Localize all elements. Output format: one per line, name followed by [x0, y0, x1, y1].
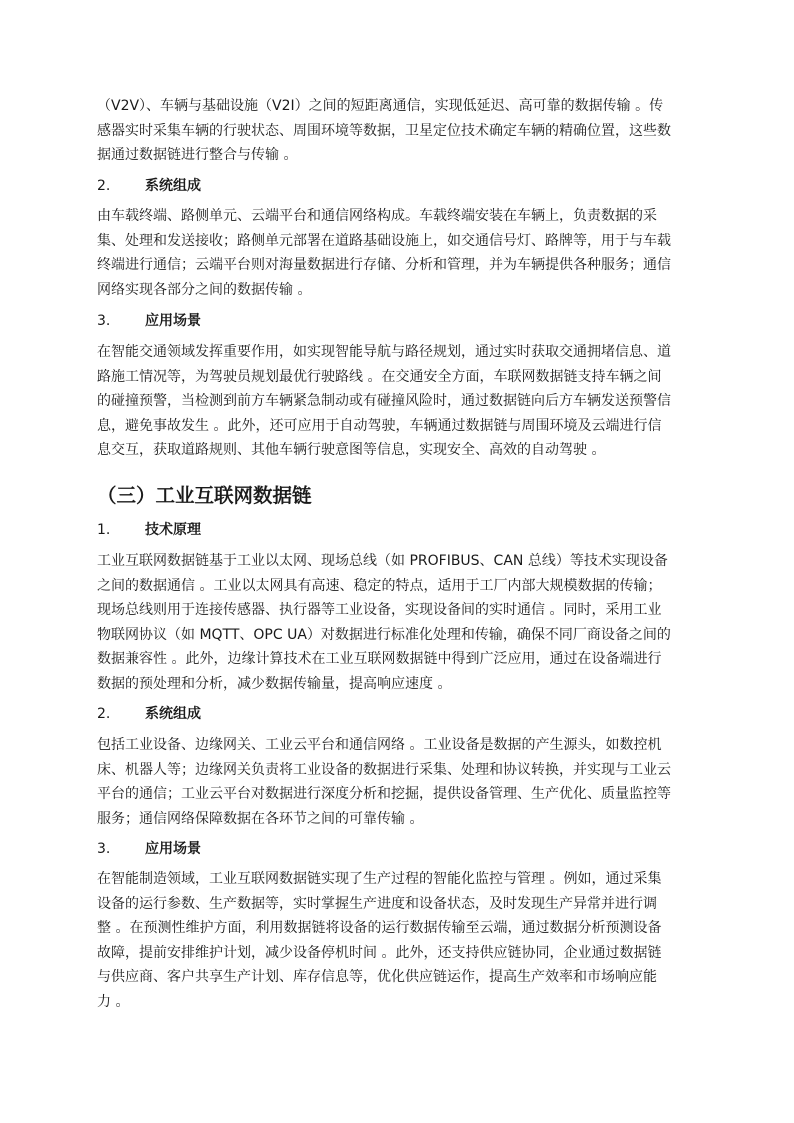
text-line: 平台的通信；工业云平台对数据进行深度分析和挖掘，提供设备管理、生产优化、质量监控等 — [97, 786, 671, 802]
text-line: 力 。 — [97, 993, 130, 1010]
iiot-principle-paragraph — [97, 549, 701, 696]
iiot-system-title: 系统组成 — [145, 706, 201, 722]
iiot-principle-number: 1. — [97, 522, 111, 538]
intro-paragraph — [97, 94, 701, 168]
text-line: 息交互，获取道路规则、其他车辆行驶意图等信息，实现安全、高效的自动驾驶 。 — [97, 442, 606, 458]
text-line: （V2V）、车辆与基础设施（V2I）之间的短距离通信，实现低延迟、高可靠的数据传输 。传 — [97, 98, 664, 114]
v2x-system-heading — [97, 176, 201, 196]
text-line: 设备的运行参数、生产数据等，实时掌握生产进度和设备状态，及时发现生产异常并进行调 — [97, 895, 657, 912]
text-line: 在智能交通领域发挥重要作用，如实现智能导航与路径规划，通过实时获取交通拥堵信息、道 — [97, 344, 671, 360]
v2x-application-number: 3. — [97, 313, 111, 329]
text-line: 与供应商、客户共享生产计划、库存信息等，优化供应链运作，提高生产效率和市场响应能 — [97, 969, 657, 985]
text-line: 路施工情况等，为驾驶员规划最优行驶路线 。在交通安全方面，车联网数据链支持车辆之间 — [97, 368, 662, 385]
text-line: 据通过数据链进行整合与传输 。 — [97, 147, 298, 163]
text-line: 网络实现各部分之间的数据传输 。 — [97, 281, 312, 298]
text-line: 工业互联网数据链基于工业以太网、现场总线（如 PROFIBUS、CAN 总线）等技术实现设备 — [97, 553, 668, 569]
text-line: 数据兼容性 。此外，边缘计算技术在工业互联网数据链中得到广泛应用，通过在设备端进行 — [97, 651, 662, 667]
text-line: 整 。在预测性维护方面，利用数据链将设备的运行数据传输至云端，通过数据分析预测设备 — [97, 920, 662, 936]
text-line: 息，避免事故发生 。此外，还可应用于自动驾驶，车辆通过数据链与周围环境及云端进行信 — [97, 417, 662, 434]
text-line: 包括工业设备、边缘网关、工业云平台和通信网络 。工业设备是数据的产生源头，如数控机 — [97, 737, 662, 753]
v2x-system-title: 系统组成 — [145, 178, 201, 194]
iiot-system-paragraph — [97, 733, 701, 831]
text-line: 终端进行通信；云端平台则对海量数据进行存储、分析和管理，并为车辆提供各种服务；通信 — [97, 257, 671, 273]
iiot-system-number: 2. — [97, 706, 111, 722]
iiot-application-title: 应用场景 — [145, 841, 201, 857]
iiot-application-paragraph — [97, 867, 701, 1014]
v2x-application-paragraph — [97, 340, 701, 463]
text-line: 物联网协议（如 MQTT、OPC UA）对数据进行标准化处理和传输，确保不同厂商设备之间的 — [97, 626, 671, 643]
text-line: 的碰撞预警，当检测到前方车辆紧急制动或有碰撞风险时，通过数据链向后方车辆发送预警信 — [97, 393, 671, 409]
text-line: 由车载终端、路侧单元、云端平台和通信网络构成。车载终端安装在车辆上，负责数据的采 — [97, 208, 657, 224]
iiot-application-number: 3. — [97, 841, 111, 857]
text-line: 床、机器人等；边缘网关负责将工业设备的数据进行采集、处理和协议转换，并实现与工业云 — [97, 761, 671, 778]
section3-heading: （三）工业互联网数据链 — [97, 484, 312, 507]
v2x-system-number: 2. — [97, 178, 111, 194]
text-line: 之间的数据通信 。工业以太网具有高速、稳定的特点，适用于工厂内部大规模数据的传输； — [97, 577, 662, 594]
text-line: 故障，提前安排维护计划，减少设备停机时间 。此外，还支持供应链协同，企业通过数据链 — [97, 944, 662, 961]
iiot-system-heading — [97, 704, 201, 724]
text-line: 现场总线则用于连接传感器、执行器等工业设备，实现设备间的实时通信 。同时，采用工业 — [97, 602, 662, 618]
v2x-application-heading — [97, 311, 201, 331]
v2x-system-paragraph — [97, 204, 701, 302]
v2x-application-title: 应用场景 — [145, 313, 201, 329]
iiot-principle-heading — [97, 520, 201, 540]
text-line: 集、处理和发送接收；路侧单元部署在道路基础设施上，如交通信号灯、路牌等，用于与车载 — [97, 232, 671, 249]
text-line: 在智能制造领域，工业互联网数据链实现了生产过程的智能化监控与管理 。例如，通过采集 — [97, 871, 662, 887]
iiot-application-heading — [97, 839, 201, 859]
iiot-principle-title: 技术原理 — [145, 522, 201, 538]
text-line: 服务；通信网络保障数据在各环节之间的可靠传输 。 — [97, 810, 424, 827]
text-line: 感器实时采集车辆的行驶状态、周围环境等数据，卫星定位技术确定车辆的精确位置，这些数 — [97, 122, 671, 139]
text-line: 数据的预处理和分析，减少数据传输量，提高响应速度 。 — [97, 675, 452, 692]
